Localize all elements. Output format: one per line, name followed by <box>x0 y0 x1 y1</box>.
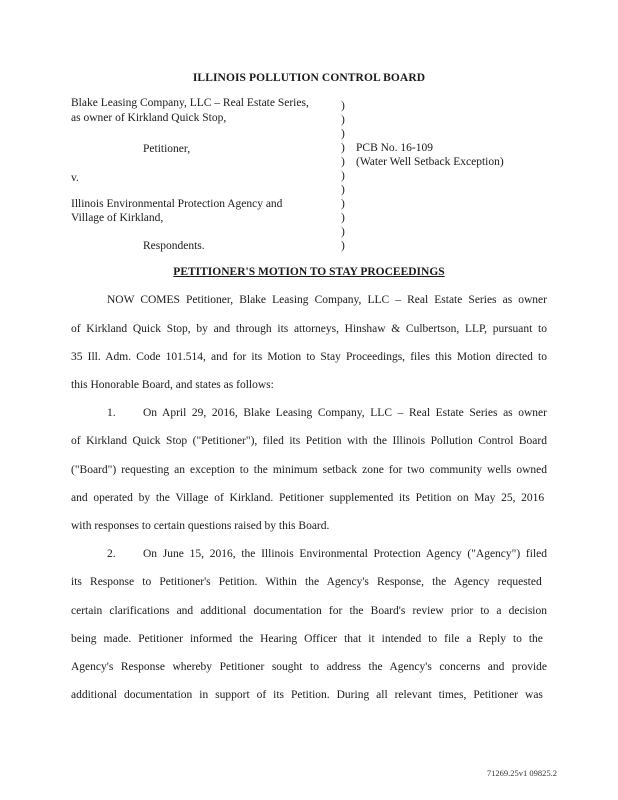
caption-paren: ) <box>341 226 345 238</box>
para2-line-1: On June 15, 2016, the Illinois Environmental Protection Agency ("Agency") filed <box>143 548 547 560</box>
para2-line-3: certain clarifications and additional documentation for the Board's review prior to a decision <box>71 605 547 617</box>
para1-line-2: of Kirkland Quick Stop ("Petitioner"), filed its Petition with the Illinois Pollution Control Board <box>71 435 547 447</box>
para2-line-4: being made. Petitioner informed the Hearing Officer that it intended to file a Reply to the <box>71 633 543 645</box>
intro-line-1: NOW COMES Petitioner, Blake Leasing Company, LLC – Real Estate Series as owner <box>107 294 547 306</box>
intro-line-4: this Honorable Board, and states as follows: <box>71 379 274 391</box>
caption-paren: ) <box>341 184 345 196</box>
caption-paren: ) <box>341 240 345 252</box>
versus-label: v. <box>71 172 79 184</box>
caption-paren: ) <box>341 128 345 140</box>
para1-line-1: On April 29, 2016, Blake Leasing Company, LLC – Real Estate Series as owner <box>143 407 547 419</box>
para1-line-4: and operated by the Village of Kirkland. Petitioner supplemented its Petition on May 25, 2016 <box>71 492 545 504</box>
para1-number: 1. <box>107 407 116 419</box>
respondents-label: Respondents. <box>143 240 205 252</box>
caption-paren: ) <box>341 100 345 112</box>
para2-line-5: Agency's Response whereby Petitioner sought to address the Agency's concerns and provide <box>71 661 547 673</box>
caption-paren: ) <box>341 156 345 168</box>
para2-number: 2. <box>107 548 116 560</box>
petitioner-name-line1: Blake Leasing Company, LLC – Real Estate Series, <box>71 97 309 109</box>
para1-line-5: with responses to certain questions raised by this Board. <box>71 520 330 532</box>
case-number: PCB No. 16-109 <box>356 142 433 154</box>
petitioner-label: Petitioner, <box>143 143 191 155</box>
respondent-line1: Illinois Environmental Protection Agency and <box>71 198 283 210</box>
caption-paren: ) <box>341 114 345 126</box>
intro-line-3: 35 Ill. Adm. Code 101.514, and for its Motion to Stay Proceedings, files this Motion directed to <box>71 351 547 363</box>
motion-title: PETITIONER'S MOTION TO STAY PROCEEDINGS <box>173 266 445 278</box>
para2-line-6: additional documentation in support of its Petition. During all relevant times, Petitioner was <box>71 689 543 701</box>
caption-paren: ) <box>341 212 345 224</box>
intro-line-2: of Kirkland Quick Stop, by and through its attorneys, Hinshaw & Culbertson, LLP, pursuant to <box>71 323 547 335</box>
case-caption <box>0 0 618 260</box>
para2-line-2: its Response to Petitioner's Petition. Within the Agency's Response, the Agency requested <box>71 576 542 588</box>
caption-paren: ) <box>341 198 345 210</box>
respondent-line2: Village of Kirkland, <box>71 212 164 224</box>
petitioner-name-line2: as owner of Kirkland Quick Stop, <box>71 112 227 124</box>
para1-line-3: ("Board") requesting an exception to the minimum setback zone for two community wells owned <box>71 464 547 476</box>
board-title: ILLINOIS POLLUTION CONTROL BOARD <box>192 72 426 84</box>
caption-paren: ) <box>341 170 345 182</box>
case-description: (Water Well Setback Exception) <box>356 156 504 168</box>
caption-paren: ) <box>341 142 345 154</box>
document-id-footer: 71269.25v1 09825.2 <box>486 768 557 778</box>
